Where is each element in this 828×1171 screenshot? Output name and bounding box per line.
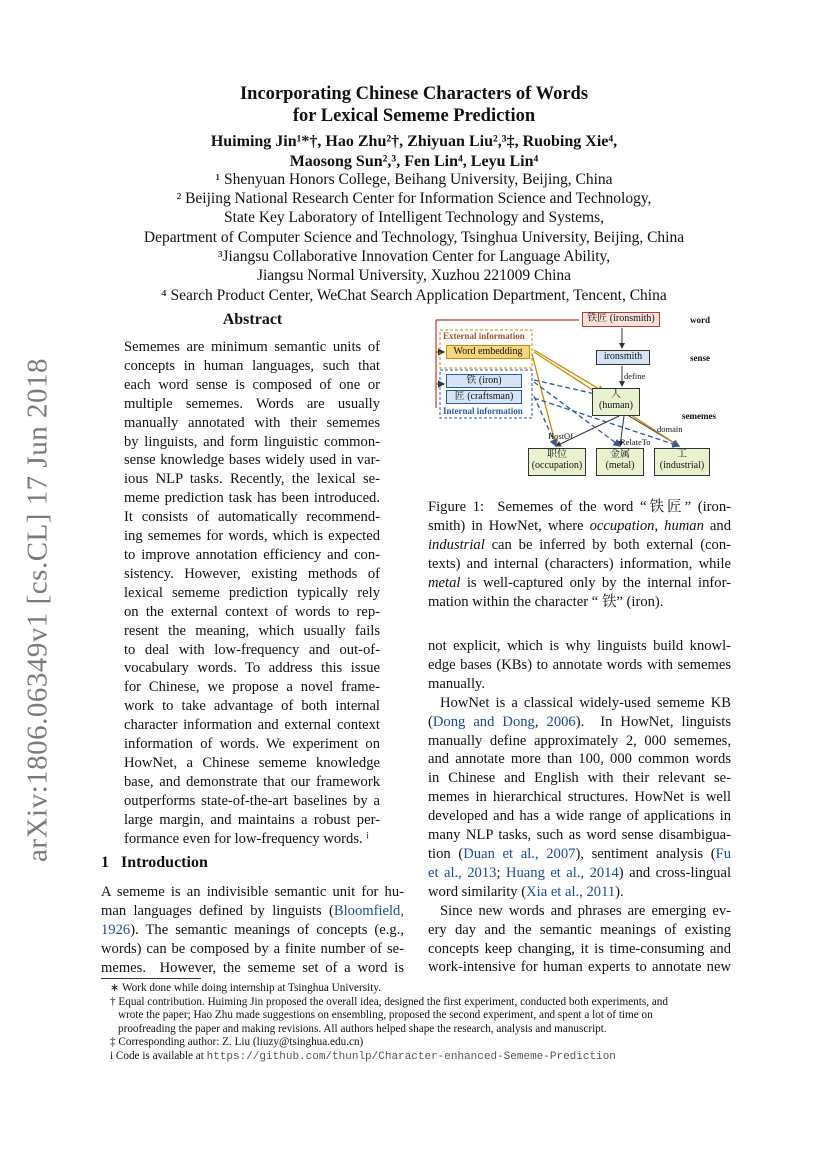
body-line: in Chinese and English with their relevant se- bbox=[428, 770, 731, 787]
sememe-human-en: (human) bbox=[599, 400, 633, 411]
abstract-line: to improve annotation efficiency and con- bbox=[124, 546, 380, 563]
body-line: not explicit, which is why linguists build knowl- bbox=[428, 638, 731, 654]
paper-title-line2: for Lexical Sememe Prediction bbox=[292, 106, 536, 126]
edge-define-label: define bbox=[624, 371, 646, 381]
body-line: developed and has a wide range of applications in bbox=[428, 808, 731, 825]
affiliation-3b: Jiangsu Normal University, Xuzhou 221009 China bbox=[256, 267, 572, 284]
footnote-code-label: i Code is available at bbox=[110, 1049, 204, 1062]
word-embedding-node: Word embedding bbox=[446, 345, 530, 359]
abstract-line: outperforms state-of-the-art baselines by a bbox=[124, 792, 380, 809]
body-line: manually. bbox=[428, 675, 486, 692]
caption-line: mation within the character “ 铁” (iron). bbox=[428, 593, 664, 610]
arxiv-sidebar bbox=[8, 358, 68, 862]
abstract-line: large margin, and maintains a robust per- bbox=[124, 811, 380, 828]
abstract-line: ious NLP tasks. Recently, the lexical se- bbox=[124, 471, 380, 488]
caption-line: metal is well-captured only by the internal infor- bbox=[428, 574, 731, 591]
affiliation-1: ¹ Shenyuan Honors College, Beihang University, Beijing, China bbox=[215, 171, 613, 188]
figure-1 bbox=[424, 310, 739, 482]
code-url-link[interactable]: https://github.com/thunlp/Character-enhanced-Sememe-Prediction bbox=[206, 1050, 616, 1063]
authors-line2: Maosong Sun²,³, Fen Lin⁴, Leyu Lin⁴ bbox=[289, 153, 539, 170]
footnote-ddagger: ‡ Corresponding author: Z. Liu (liuzy@tsinghua.edu.cn) bbox=[110, 1036, 364, 1049]
intro-line: memes. However, the sememe set of a word is bbox=[101, 959, 404, 976]
footnote-code bbox=[110, 1050, 732, 1065]
paper-title-line1: Incorporating Chinese Characters of Words bbox=[239, 84, 589, 104]
internal-info-label: Internal information bbox=[443, 406, 523, 416]
word-node: 铁匠 (ironsmith) bbox=[582, 312, 660, 327]
char-iron-node: 铁 (iron) bbox=[446, 374, 522, 388]
cite-bloomfield[interactable]: Bloomfield, bbox=[333, 902, 404, 919]
abstract-line: vocabulary words. To address this issue bbox=[124, 660, 380, 677]
cite-fu[interactable]: Fu bbox=[715, 845, 732, 862]
cite-dong-year[interactable]: 2006 bbox=[546, 713, 576, 730]
intro-line: man languages defined by linguists (Bloomfield, bbox=[101, 902, 404, 919]
sememe-human bbox=[592, 388, 640, 416]
abstract-line: resent the meaning, which usually fails bbox=[124, 622, 380, 639]
edge-domain-label: domain bbox=[657, 424, 683, 434]
body-line: work-intensive for human experts to annotate new bbox=[428, 959, 731, 976]
intro-line: words) can be composed by a finite number of se- bbox=[101, 940, 404, 957]
sememe-metal bbox=[596, 448, 644, 476]
abstract-line: sense knowledge bases widely used in var- bbox=[124, 452, 380, 469]
body-line: ery day and the semantic meanings of existing bbox=[428, 921, 731, 938]
cite-huang[interactable]: Huang et al., 2014 bbox=[505, 864, 619, 881]
body-line: and annotate more than 100, 000 common words bbox=[428, 751, 731, 768]
sememe-occupation-en: (occupation) bbox=[531, 460, 583, 471]
caption-line: smith) in HowNet, where occupation, human and bbox=[428, 517, 731, 534]
body-line: manually define approximately 2, 000 sememes, bbox=[428, 732, 731, 749]
body-line: edge bases (KBs) to annotate words with sememes bbox=[428, 656, 731, 673]
abstract-line: manually annotated with their sememes bbox=[124, 414, 380, 431]
caption-line: texts) and internal (characters) information, while bbox=[428, 555, 731, 572]
footnotes bbox=[110, 982, 732, 1065]
level-sense-label: sense bbox=[690, 353, 710, 363]
edge-emb-human bbox=[534, 350, 604, 392]
abstract-line: It consists of automatically recommend- bbox=[124, 509, 380, 526]
caption-line: Figure 1: Sememes of the word “铁匠” (iron- bbox=[428, 499, 731, 515]
abstract-line: character information and external context bbox=[124, 717, 380, 734]
abstract-line: on the external context of words to rep- bbox=[124, 603, 380, 620]
abstract-line: Sememes are minimum semantic units of bbox=[124, 339, 380, 355]
affiliation-2c: Department of Computer Science and Technology, Tsinghua University, Beijing, China bbox=[143, 229, 685, 246]
abstract-line: sistency. However, existing methods of bbox=[124, 565, 380, 582]
figure-1-caption bbox=[428, 498, 731, 611]
abstract-body bbox=[124, 338, 380, 848]
cite-bloomfield-year[interactable]: 1926 bbox=[101, 921, 131, 938]
abstract-line: formance even for low-frequency words. ⁱ bbox=[124, 830, 369, 847]
body-line: word similarity (Xia et al., 2011). bbox=[428, 883, 624, 900]
body-line: et al., 2013; Huang et al., 2014) and cross-lingual bbox=[428, 864, 731, 881]
sememe-occupation-zh: 职位 bbox=[547, 449, 567, 460]
intro-heading-number: 1 bbox=[101, 854, 109, 871]
body-line: concepts keep changing, it is time-consuming and bbox=[428, 940, 731, 957]
abstract-line: to deal with low-frequency and out-of- bbox=[124, 641, 380, 658]
abstract-line: concepts in human languages, such that bbox=[124, 357, 380, 374]
level-sememes-label: sememes bbox=[682, 411, 716, 421]
edge-relateto-label: RelateTo bbox=[620, 437, 651, 447]
body-line: Since new words and phrases are emerging ev- bbox=[440, 902, 731, 919]
sememe-metal-en: (metal) bbox=[605, 460, 635, 471]
right-column-body bbox=[428, 637, 731, 977]
intro-heading bbox=[101, 854, 208, 872]
abstract-line: by linguists, and form linguistic common- bbox=[124, 433, 380, 450]
intro-heading-text: Introduction bbox=[121, 854, 208, 871]
arxiv-id: arXiv:1806.06349v1 [cs.CL] 17 Jun 2018 bbox=[21, 358, 54, 862]
footnote-rule bbox=[101, 978, 201, 979]
affiliation-2: ² Beijing National Research Center for Information Science and Technology, bbox=[176, 190, 652, 207]
footnote-dagger-cont1: wrote the paper; Hao Zhu made suggestions on ensembling, proposed the second experiment, and spent a lot of time on bbox=[118, 1009, 653, 1022]
abstract-line: ing sememes for words, which is expected bbox=[124, 528, 380, 545]
sense-node: ironsmith bbox=[596, 350, 650, 365]
sememe-industrial-zh: 工 bbox=[677, 449, 687, 460]
intro-line: A sememe is an indivisible semantic unit for hu- bbox=[101, 884, 404, 900]
cite-xia[interactable]: Xia et al., 2011 bbox=[526, 883, 616, 900]
sememe-human-zh: 人 bbox=[611, 389, 621, 400]
abstract-line: each word sense is composed of one or bbox=[124, 376, 380, 393]
intro-line: 1926). The semantic meanings of concepts (e.g., bbox=[101, 921, 404, 938]
char-craftsman-node: 匠 (craftsman) bbox=[446, 390, 522, 404]
sememe-industrial bbox=[654, 448, 710, 476]
body-line: many NLP tasks, such as word sense disambigua- bbox=[428, 827, 731, 844]
abstract-line: information of words. We experiment on bbox=[124, 736, 380, 753]
caption-line: industrial can be inferred by both external (con- bbox=[428, 536, 731, 553]
footnote-star: ∗ Work done while doing internship at Tsinghua University. bbox=[110, 982, 381, 994]
abstract-line: meme prediction task has been introduced. bbox=[124, 490, 380, 507]
abstract-line: for Chinese, we propose a novel frame- bbox=[124, 679, 380, 696]
body-line: (Dong and Dong, 2006). In HowNet, linguists bbox=[428, 713, 731, 730]
body-line: memes in hierarchical structures. HowNet is well bbox=[428, 789, 731, 806]
sememe-occupation bbox=[528, 448, 586, 476]
affiliation-2b: State Key Laboratory of Intelligent Technology and Systems, bbox=[223, 209, 604, 226]
abstract-line: multiple sememes. Words are usually bbox=[124, 395, 380, 412]
sememe-industrial-en: (industrial) bbox=[659, 460, 705, 471]
body-line: tion (Duan et al., 2007), sentiment analysis (Fu bbox=[428, 845, 732, 862]
external-info-label: External information bbox=[443, 331, 525, 341]
affiliation-4: ⁴ Search Product Center, WeChat Search Application Department, Tencent, China bbox=[161, 287, 667, 304]
abstract-heading: Abstract bbox=[222, 311, 283, 328]
authors-line1: Huiming Jin¹*†, Hao Zhu²†, Zhiyuan Liu²,³‡, Ruobing Xie⁴, bbox=[210, 133, 618, 150]
abstract-line: HowNet, a Chinese sememe knowledge bbox=[124, 754, 380, 771]
abstract-line: base, and demonstrate that our framework bbox=[124, 773, 380, 790]
body-line: HowNet is a classical widely-used sememe KB bbox=[440, 694, 731, 711]
abstract-line: lexical sememe prediction typically rely bbox=[124, 584, 380, 601]
abstract-line: work to take advantage of both internal bbox=[124, 698, 380, 715]
edge-hostof-label: HostOf bbox=[548, 431, 574, 441]
cite-duan[interactable]: Duan et al., 2007 bbox=[463, 845, 576, 862]
footnote-dagger-cont2: proofreading the paper and making revisions. All authors helped shape the research, analysis and manuscript. bbox=[118, 1022, 607, 1035]
footnote-dagger: † Equal contribution. Huiming Jin proposed the overall idea, designed the first experiment, conducted both experiments, and bbox=[110, 995, 668, 1008]
sememe-metal-zh: 金属 bbox=[610, 449, 630, 460]
level-word-label: word bbox=[690, 315, 710, 325]
intro-body bbox=[101, 883, 404, 978]
cite-dong[interactable]: Dong and Dong bbox=[432, 713, 535, 730]
cite-fu-cont[interactable]: et al., 2013 bbox=[428, 864, 497, 881]
affiliation-3: ³Jiangsu Collaborative Innovation Center for Language Ability, bbox=[217, 248, 611, 265]
